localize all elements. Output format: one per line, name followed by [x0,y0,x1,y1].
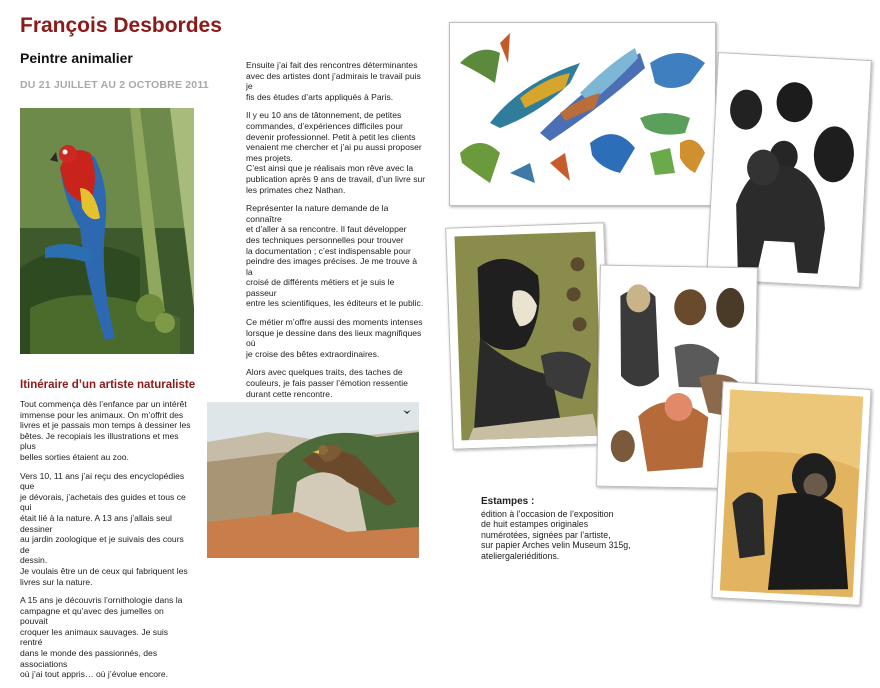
left-paragraph-1: Tout commença dès l’enfance par un intérêt immense pour les animaux. On m’offrit des livres et je passais mon temps à dessiner les bêtes. Je recopiais les illustrations et mes plus belles sorties étaient au zoo. [20,399,191,462]
eagle-landscape-painting [207,402,419,558]
diana-monkey-estampe-card [445,222,612,449]
gorillas-estampe-card [706,52,872,288]
chimpanzee-estampe-card [711,381,871,606]
artist-name-title: François Desbordes [20,14,222,37]
middle-paragraph-1: Ensuite j’ai fait des rencontres déterminantes avec des artistes dont j’admirais le travail puis je fis des études d’arts appliqués à Paris. [246,60,421,102]
birds-estampe-card [449,22,716,206]
middle-paragraph-5: Alors avec quelques traits, des taches de couleurs, je fais passer l’émotion ressentie durant cette rencontre. [246,367,408,399]
estampes-heading: Estampes : [481,496,535,507]
middle-paragraph-3: Représenter la nature demande de la connaître et d’aller à sa rencontre. Il faut développer des techniques personnelles pour trouver la documentation ; c’est indispensable pour peindre des images précises. Je me trouve à la croisé de différents métiers et je suis le passeur entre les scientifiques, les éditeurs et le public. [246,203,424,309]
left-paragraph-2: Vers 10, 11 ans j’ai reçu des encyclopédies que je dévorais, j’achetais des guides et tous ce qui était lié à la nature. A 13 ans j’allais seul dessiner au jardin zoologique et je suivais des cours de dessin. Je voulais être un de ceux qui fabriquent les livres sur la nature. [20,470,188,587]
parrot-painting [20,108,194,354]
exhibition-dates: DU 21 JUILLET AU 2 OCTOBRE 2011 [20,79,209,91]
section-heading-itineraire: Itinéraire d’un artiste naturaliste [20,379,196,391]
left-text-column [20,399,192,688]
middle-paragraph-4: Ce métier m’offre aussi des moments intenses lorsque je dessine dans des lieux magnifiques où je croise des bêtes extraordinaires. [246,317,423,359]
estampes-body: édition à l’occasion de l’exposition de huit estampes originales numérotées, signées par l’artiste, sur papier Arches velin Museum 315g, ateliergaleriéditions. [481,508,631,561]
middle-paragraph-2: Il y eu 10 ans de tâtonnement, de petites commandes, d’expériences difficiles pour devenir professionnel. Petit à petit les clients venaient me chercher et j’ai pu aussi proposer mes projets. C’est ainsi que je réalisais mon rêve avec la publication après 9 ans de travail, d’un livre sur les primates chez Nathan. [246,110,426,195]
estampes-info [481,497,671,562]
left-paragraph-3: A 15 ans je découvris l’ornithologie dans la campagne et qu’avec des jumelles on pouvait croquer les animaux sauvages. Je suis rentré dans le monde des passionnés, des associations où j’ai tout appris… où j’évolue encore. [20,595,183,680]
artist-role-subtitle: Peintre animalier [20,50,133,66]
middle-text-column [246,60,426,458]
